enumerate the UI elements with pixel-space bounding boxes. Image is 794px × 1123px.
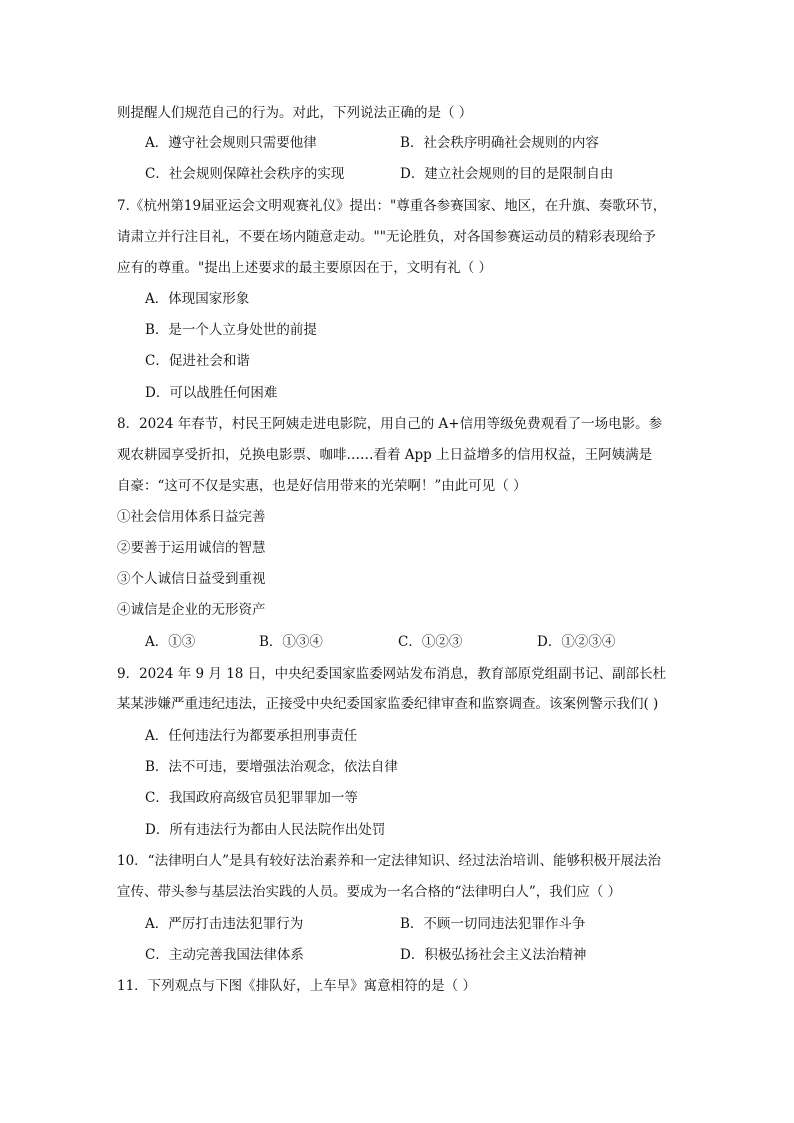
q10-option-a[interactable]: A．严厉打击违法犯罪行为 <box>145 916 304 932</box>
q8-statement-3: ③个人诚信日益受到重视 <box>117 571 266 587</box>
q10-stem-line-2: 宣传、带头参与基层法治实践的人员。要成为一名合格的“法律明白人”，我们应（ ） <box>117 884 622 900</box>
q6-option-c[interactable]: C．社会规则保障社会秩序的实现 <box>145 166 345 182</box>
q9-option-d[interactable]: D．所有违法行为都由人民法院作出处罚 <box>145 822 386 838</box>
q9-option-a[interactable]: A．任何违法行为都要承担刑事责任 <box>145 728 358 744</box>
q7-option-c[interactable]: C．促进社会和谐 <box>145 353 250 369</box>
q8-option-a[interactable]: A．①③ <box>145 634 196 650</box>
q8-stem-line-3: 自豪：“这可不仅是实惠，也是好信用带来的光荣啊！”由此可见（ ） <box>117 478 527 494</box>
q10-option-c[interactable]: C．主动完善我国法律体系 <box>145 947 304 963</box>
q7-option-a[interactable]: A．体现国家形象 <box>145 291 250 307</box>
q10-stem-line-1: 10．“法律明白人”是具有较好法治素养和一定法律知识、经过法治培训、能够积极开展法治 <box>117 853 661 869</box>
q10-option-b[interactable]: B．不顾一切同违法犯罪作斗争 <box>400 916 586 932</box>
q8-statement-4: ④诚信是企业的无形资产 <box>117 602 266 618</box>
q11-stem: 11．下列观点与下图《排队好，上车早》寓意相符的是（ ） <box>117 978 476 994</box>
q9-stem-line-2: 某某涉嫌严重违纪违法，正接受中央纪委国家监委纪律审查和监察调查。该案例警示我们( ) <box>117 696 659 712</box>
q9-stem-line-1: 9．2024 年 9 月 18 日，中央纪委国家监委网站发布消息，教育部原党组副书记、副部长杜 <box>117 666 667 682</box>
q7-option-b[interactable]: B．是一个人立身处世的前提 <box>145 322 317 338</box>
q10-option-d[interactable]: D．积极弘扬社会主义法治精神 <box>400 947 587 963</box>
q8-stem-line-2: 观农耕园享受折扣，兑换电影票、咖啡……看着 App 上日益增多的信用权益，王阿姨满是 <box>117 447 653 463</box>
q7-option-d[interactable]: D．可以战胜任何困难 <box>145 385 278 401</box>
q8-statement-2: ②要善于运用诚信的智慧 <box>117 540 266 556</box>
q8-option-d[interactable]: D．①②③④ <box>537 634 616 650</box>
q6-option-b[interactable]: B．社会秩序明确社会规则的内容 <box>400 135 599 151</box>
q9-option-c[interactable]: C．我国政府高级官员犯罪罪加一等 <box>145 790 358 806</box>
q7-stem-line-2: 请肃立并行注目礼，不要在场内随意走动。""无论胜负，对各国参赛运动员的精彩表现给予 <box>117 229 656 245</box>
q8-statement-1: ①社会信用体系日益完善 <box>117 509 266 525</box>
q8-stem-line-1: 8．2024 年春节，村民王阿姨走进电影院，用自己的 A+信用等级免费观看了一场电影。参 <box>117 416 663 432</box>
q9-option-b[interactable]: B．法不可违，要增强法治观念，依法自律 <box>145 759 398 775</box>
q6-option-d[interactable]: D．建立社会规则的目的是限制自由 <box>400 166 614 182</box>
q7-stem-line-1: 7.《杭州第19届亚运会文明观赛礼仪》提出："尊重各参赛国家、地区，在升旗、奏歌环节， <box>117 198 667 214</box>
q6-option-a[interactable]: A．遵守社会规则只需要他律 <box>145 135 317 151</box>
q8-option-b[interactable]: B．①③④ <box>259 634 323 650</box>
q6-stem-tail: 则提醒人们规范自己的行为。对此，下列说法正确的是（ ） <box>117 105 473 121</box>
q7-stem-line-3: 应有的尊重。"提出上述要求的最主要原因在于，文明有礼（ ） <box>117 260 492 276</box>
q8-option-c[interactable]: C．①②③ <box>398 634 463 650</box>
